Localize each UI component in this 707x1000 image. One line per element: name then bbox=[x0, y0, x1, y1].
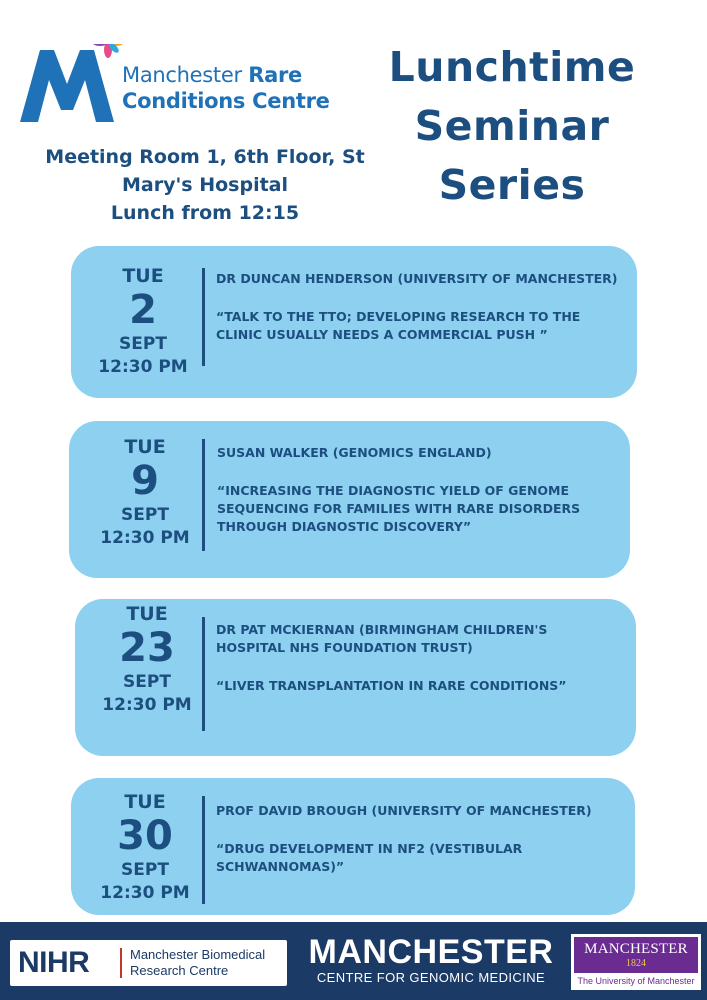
seminar-info bbox=[216, 270, 626, 344]
seminar-day: 9 bbox=[131, 458, 159, 504]
seminar-talk-title: “TALK TO THE TTO; DEVELOPING RESEARCH TO THE CLINIC USUALLY NEEDS A COMMERCIAL PUSH ” bbox=[216, 309, 581, 342]
uom-wordmark: MANCHESTER bbox=[584, 941, 688, 957]
title-line-2: Seminar bbox=[414, 102, 610, 150]
title-line-3: Series bbox=[438, 161, 586, 209]
logo-line2: Conditions Centre bbox=[122, 89, 330, 113]
seminar-time: 12:30 PM bbox=[98, 357, 188, 377]
mcgm-title: MANCHESTER bbox=[308, 933, 554, 971]
venue-line-3: Lunch from 12:15 bbox=[110, 202, 300, 224]
seminar-weekday: TUE bbox=[124, 436, 166, 458]
uom-logo bbox=[571, 934, 701, 990]
mrcc-m-mark-icon bbox=[18, 44, 128, 124]
logo-line1-regular: Manchester bbox=[122, 63, 242, 87]
seminar-time: 12:30 PM bbox=[100, 528, 190, 548]
seminar-talk-title: “LIVER TRANSPLANTATION IN RARE CONDITIONS” bbox=[216, 678, 567, 693]
logo-line1-bold: Rare bbox=[248, 63, 302, 87]
seminar-day: 23 bbox=[119, 625, 175, 671]
seminar-date bbox=[87, 603, 207, 717]
title-line-1: Lunchtime bbox=[388, 43, 636, 91]
nihr-mark: NIHR bbox=[18, 946, 90, 979]
nihr-separator bbox=[120, 948, 122, 978]
seminar-time: 12:30 PM bbox=[100, 883, 190, 903]
seminar-day: 2 bbox=[129, 287, 157, 333]
uom-year: 1824 bbox=[626, 958, 646, 969]
seminar-day: 30 bbox=[117, 813, 173, 859]
page-title bbox=[362, 38, 662, 215]
seminar-month: SEPT bbox=[121, 860, 169, 880]
mrcc-logo-text bbox=[122, 62, 330, 114]
card-divider bbox=[202, 796, 205, 904]
uom-subtitle: The University of Manchester bbox=[577, 976, 695, 986]
seminar-month: SEPT bbox=[121, 505, 169, 525]
nihr-text bbox=[130, 947, 265, 979]
seminar-info bbox=[217, 444, 617, 536]
footer-banner bbox=[0, 922, 707, 1000]
seminar-month: SEPT bbox=[119, 334, 167, 354]
seminar-speaker: DR DUNCAN HENDERSON (UNIVERSITY OF MANCHESTER) bbox=[216, 271, 618, 286]
venue-line-1: Meeting Room 1, 6th Floor, St bbox=[45, 146, 365, 168]
seminar-weekday: TUE bbox=[126, 603, 168, 625]
mcgm-subtitle: CENTRE FOR GENOMIC MEDICINE bbox=[316, 970, 546, 985]
mrcc-logo bbox=[18, 20, 348, 125]
nihr-line-2: Research Centre bbox=[130, 963, 229, 978]
seminar-weekday: TUE bbox=[124, 791, 166, 813]
card-divider bbox=[202, 439, 205, 551]
seminar-card bbox=[71, 246, 637, 398]
seminar-speaker: PROF DAVID BROUGH (UNIVERSITY OF MANCHESTER) bbox=[216, 803, 592, 818]
seminar-weekday: TUE bbox=[122, 265, 164, 287]
seminar-talk-title: “DRUG DEVELOPMENT IN NF2 (VESTIBULAR SCHWANNOMAS)” bbox=[216, 841, 523, 874]
venue-line-2: Mary's Hospital bbox=[121, 174, 289, 196]
seminar-card bbox=[75, 599, 636, 756]
seminar-speaker: SUSAN WALKER (GENOMICS ENGLAND) bbox=[217, 445, 492, 460]
uom-crest-block bbox=[574, 937, 698, 973]
card-divider bbox=[202, 268, 205, 366]
venue-info bbox=[30, 143, 380, 227]
nihr-logo bbox=[10, 940, 287, 986]
seminar-date bbox=[83, 265, 203, 379]
card-divider bbox=[202, 617, 205, 731]
mcgm-logo bbox=[306, 934, 556, 986]
seminar-time: 12:30 PM bbox=[102, 695, 192, 715]
seminar-card bbox=[69, 421, 630, 578]
seminar-date bbox=[85, 436, 205, 550]
seminar-date bbox=[85, 791, 205, 905]
seminar-info bbox=[216, 802, 616, 876]
seminar-month: SEPT bbox=[123, 672, 171, 692]
seminar-info bbox=[216, 621, 616, 695]
nihr-line-1: Manchester Biomedical bbox=[130, 947, 266, 962]
seminar-speaker: DR PAT MCKIERNAN (BIRMINGHAM CHILDREN'S HOSPITAL NHS FOUNDATION TRUST) bbox=[216, 622, 548, 655]
seminar-card bbox=[71, 778, 635, 915]
seminar-talk-title: “INCREASING THE DIAGNOSTIC YIELD OF GENOME SEQUENCING FOR FAMILIES WITH RARE DISORDERS THROUGH DIAGNOSTIC DISCOVERY” bbox=[217, 483, 581, 534]
